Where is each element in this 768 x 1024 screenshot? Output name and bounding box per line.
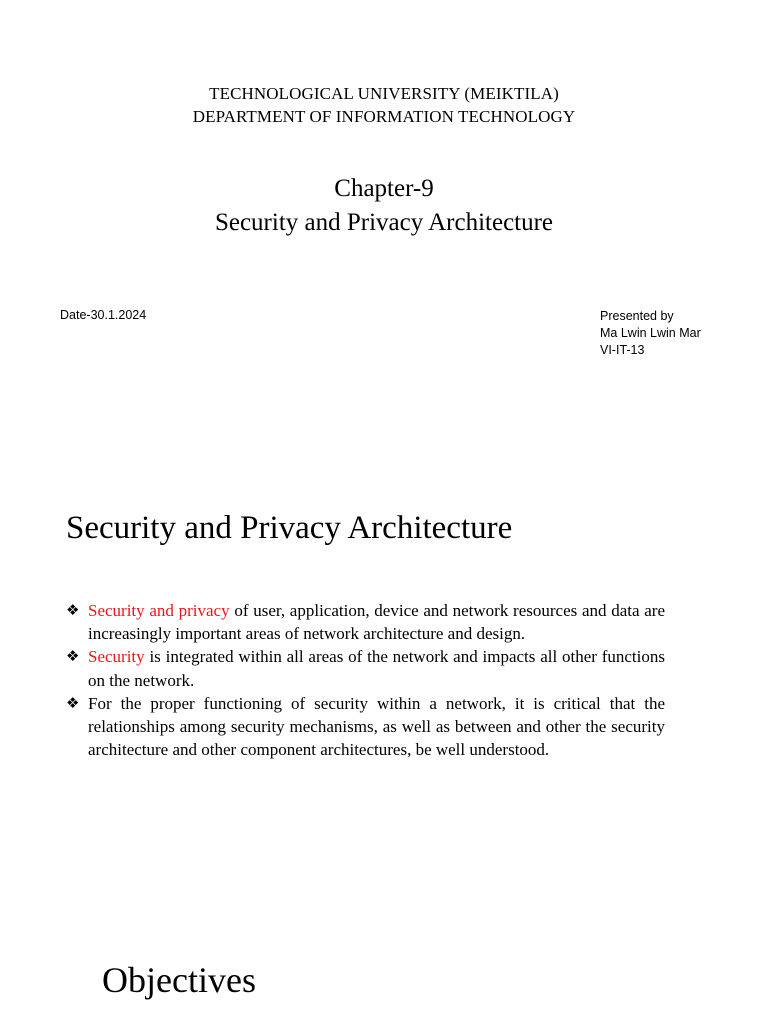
bullet-text: For the proper functioning of security within a network, it is critical that the relationships among security mechanisms, as well as between and other the security architecture and other component architectures, be well understood. [88,693,665,760]
presented-by-label: Presented by [600,309,674,323]
diamond-bullet-icon: ❖ [66,601,80,619]
title-slide-header [0,82,768,128]
bullet-item [66,599,665,645]
diamond-bullet-icon: ❖ [66,693,80,712]
university-name: TECHNOLOGICAL UNIVERSITY (MEIKTILA) [209,84,559,103]
bullet-highlight: Security [88,647,145,667]
objectives-title: Objectives [102,960,256,1000]
chapter-number: Chapter-9 [334,175,434,202]
presenter-roll: VI-IT-13 [600,343,645,357]
chapter-title: Security and Privacy Architecture [214,209,554,236]
diamond-bullet-icon: ❖ [66,647,80,666]
presentation-date: Date-30.1.2024 [60,308,147,322]
bullet-highlight: Security and privacy [88,601,230,620]
section-title: Security and Privacy Architecture [66,510,513,546]
department-name: DEPARTMENT OF INFORMATION TECHNOLOGY [192,107,576,126]
bullet-item [66,645,665,691]
bullet-text: is integrated within all areas of the network and impacts all other functions on the network. [88,647,665,690]
presenter-name: Ma Lwin Lwin Mar [600,326,701,340]
chapter-heading [0,172,768,240]
bullet-list [66,599,665,761]
presenter-block [600,308,701,359]
bullet-text: of user, application, device and network resources and data are increasingly important areas of network architecture and design. [88,601,665,644]
bullet-item [66,692,665,762]
